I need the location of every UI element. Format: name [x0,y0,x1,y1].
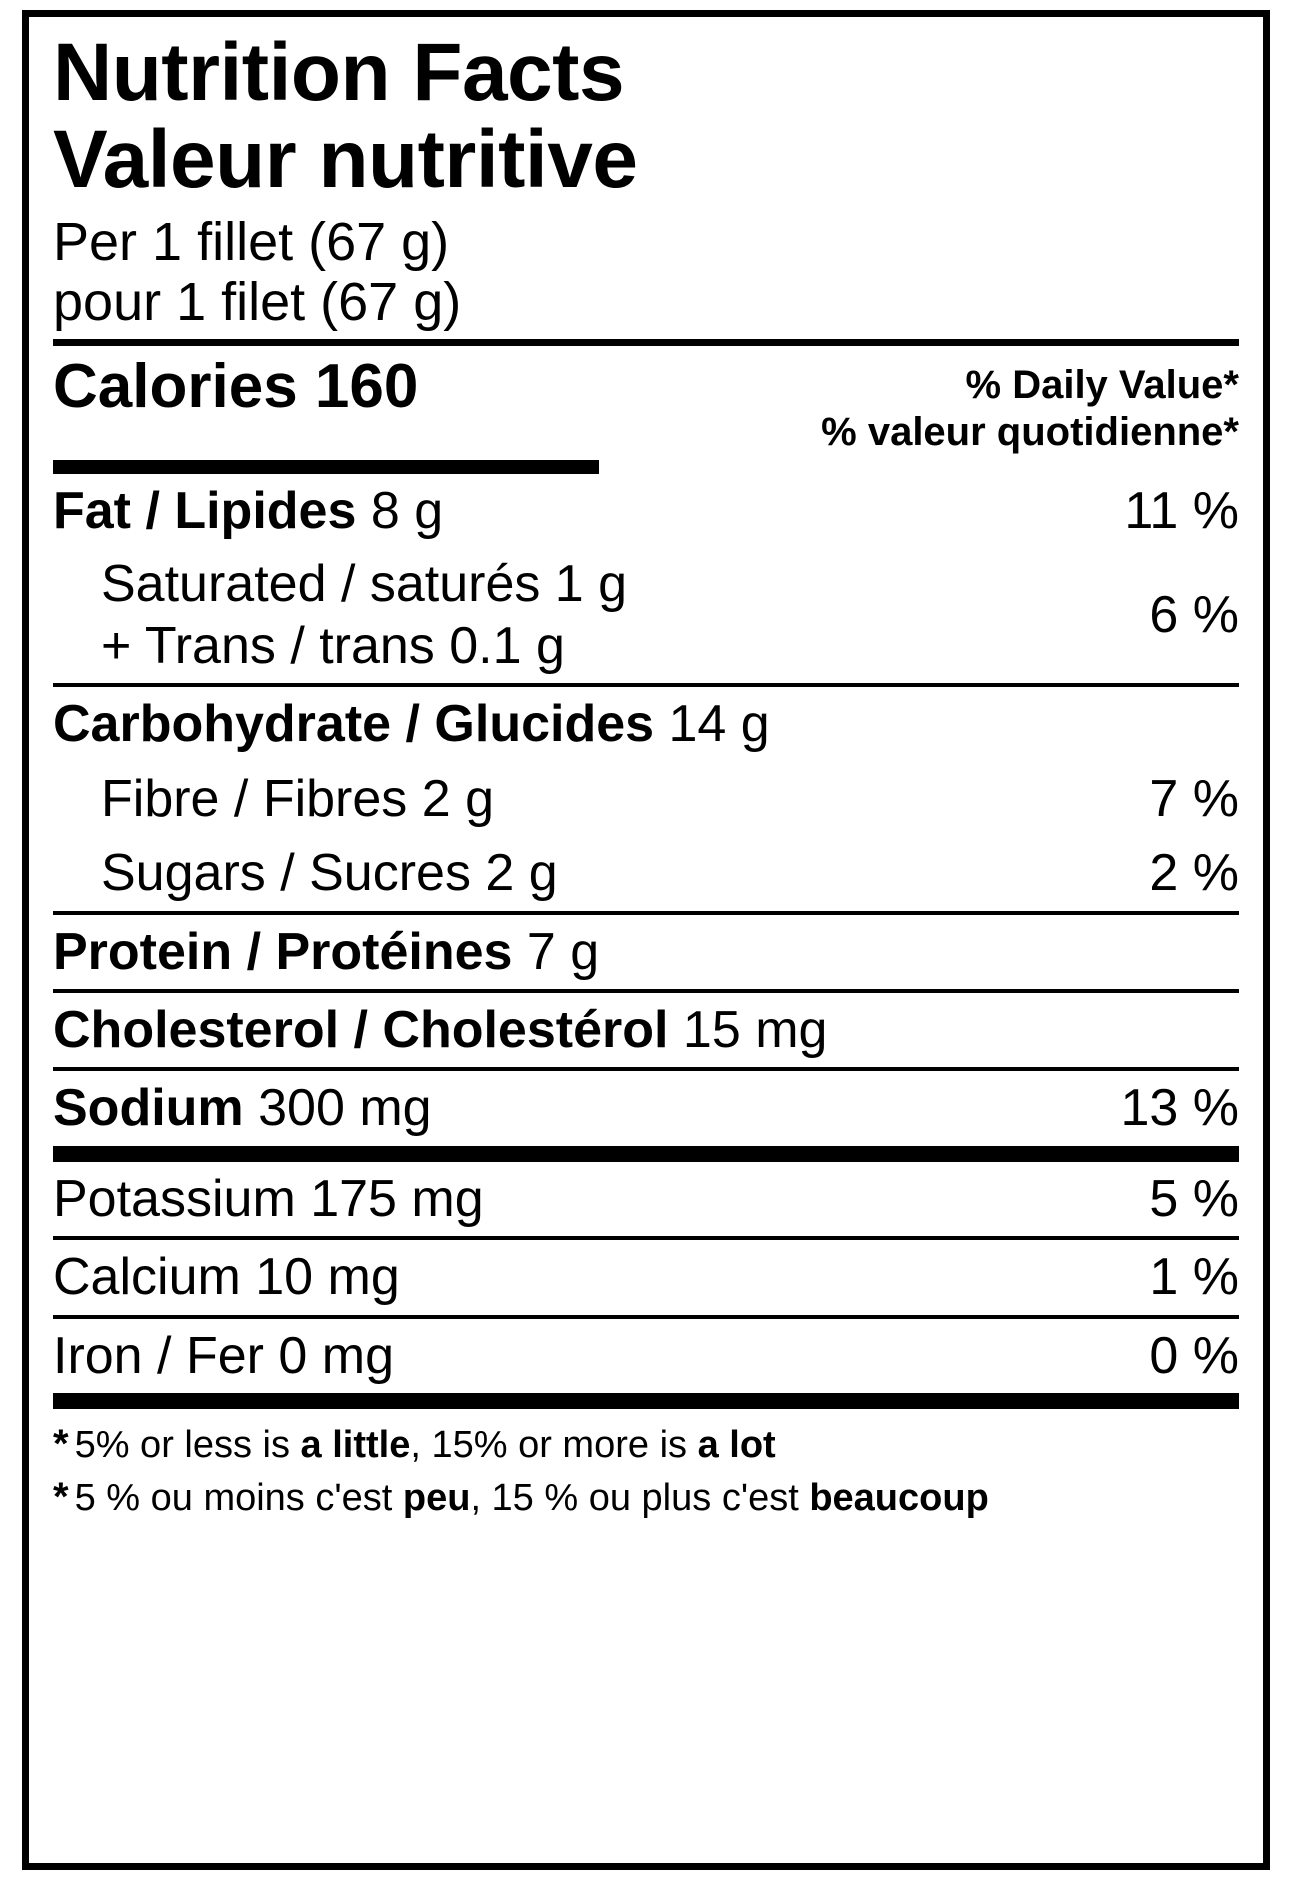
sodium-amount: 300 mg [243,1079,432,1138]
calcium-label: Calcium 10 mg [53,1248,400,1307]
divider-after-sodium [53,1146,1239,1162]
potassium-label: Potassium 175 mg [53,1169,484,1228]
asterisk-french: * [53,1475,69,1520]
sodium-percent: 13 % [1120,1079,1239,1138]
carbohydrate-label: Carbohydrate / Glucides [53,695,655,754]
calories-row [53,346,1239,456]
footnote-english [53,1409,1239,1470]
footnote-english-bold2: a lot [697,1423,776,1466]
footnote-french-part2: , 15 % ou plus c'est [470,1477,810,1520]
calories-label: Calories 160 [53,351,419,421]
daily-value-header [821,354,1239,456]
table-row-carbohydrate [53,687,1239,761]
sugars-percent: 2 % [1149,844,1239,903]
cholesterol-amount: 15 mg [668,1000,828,1059]
divider-under-serving [53,339,1239,346]
footnote-english-part1: 5% or less is [74,1423,301,1466]
footnote-french-bold1: peu [402,1477,471,1520]
nutrition-facts-panel [22,10,1270,1870]
table-row-fibre [53,762,1239,836]
saturated-label: Saturated / saturés 1 g [101,554,628,613]
protein-amount: 7 g [512,922,600,981]
sugars-label: Sugars / Sucres 2 g [101,844,558,903]
table-row-cholesterol [53,993,1239,1067]
table-row-sugars [53,836,1239,910]
potassium-percent: 5 % [1149,1169,1239,1228]
table-row-fat [53,474,1239,548]
asterisk-english: * [53,1421,69,1466]
protein-label: Protein / Protéines [53,922,513,981]
table-row-saturated-trans [53,549,1239,684]
footnote-english-part2: , 15% or more is [410,1423,698,1466]
title-french: Valeur nutritive [53,113,638,205]
table-row-protein [53,915,1239,989]
cholesterol-label: Cholesterol / Cholestérol [53,1000,669,1059]
fibre-percent: 7 % [1149,769,1239,828]
carbohydrate-amount: 14 g [654,695,770,754]
serving-size-english: Per 1 fillet (67 g) [53,211,450,272]
footnote-french-part1: 5 % ou moins c'est [74,1477,403,1520]
table-row-sodium [53,1071,1239,1145]
table-row-calcium [53,1240,1239,1314]
fat-amount: 8 g [356,482,444,541]
footnote-english-bold1: a little [300,1423,411,1466]
title-english: Nutrition Facts [53,27,625,118]
table-row-potassium [53,1162,1239,1236]
divider-after-iron [53,1393,1239,1409]
fat-label: Fat / Lipides [53,482,357,541]
sodium-label: Sodium [53,1079,244,1138]
saturated-trans-percent: 6 % [1149,585,1239,644]
footnote-french-bold2: beaucoup [809,1477,989,1520]
trans-label: + Trans / trans 0.1 g [101,616,565,675]
daily-value-header-french: % valeur quotidienne* [821,410,1239,455]
iron-percent: 0 % [1149,1326,1239,1385]
fat-percent: 11 % [1124,482,1239,541]
calcium-percent: 1 % [1149,1248,1239,1307]
fibre-label: Fibre / Fibres 2 g [101,769,495,828]
serving-size-french: pour 1 filet (67 g) [53,272,462,333]
daily-value-header-english: % Daily Value* [965,362,1239,407]
table-row-iron [53,1319,1239,1393]
footnote-french [53,1470,1239,1523]
iron-label: Iron / Fer 0 mg [53,1326,394,1385]
divider-under-calories [53,460,599,474]
